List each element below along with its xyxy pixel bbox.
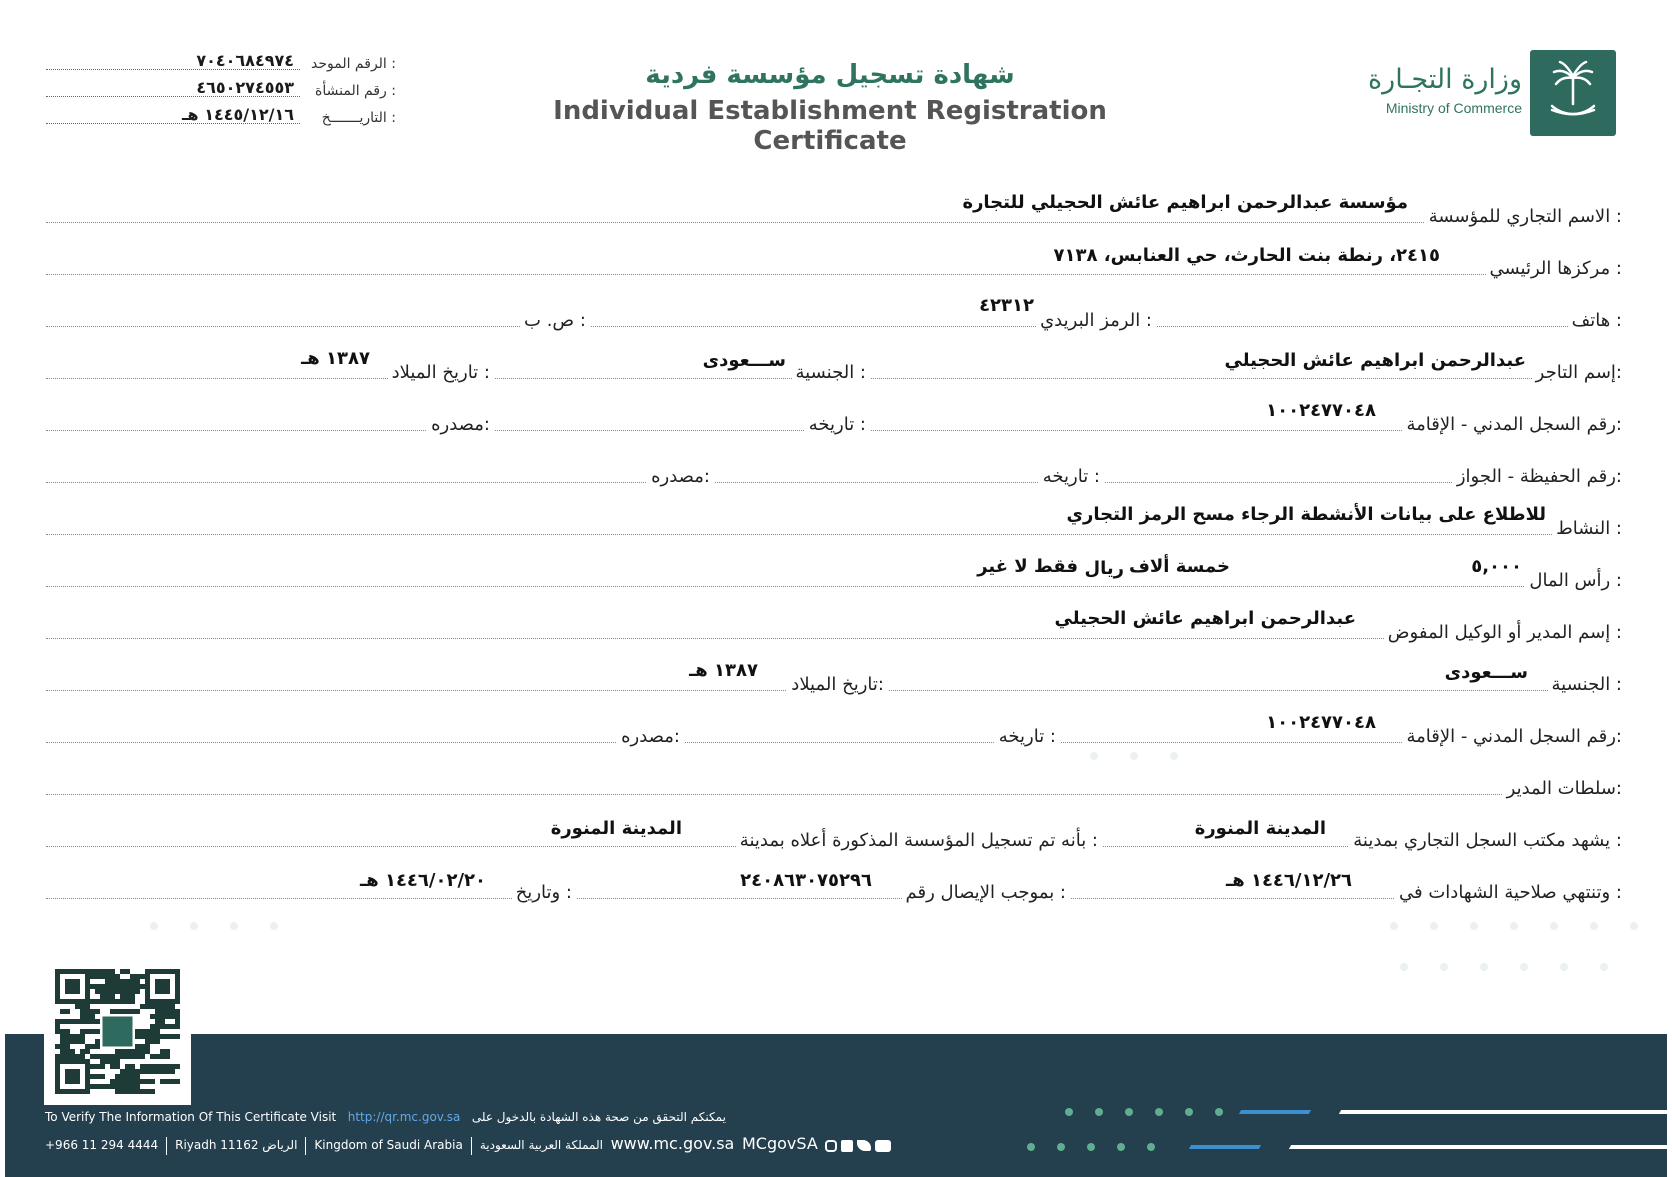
manager-authority-label: سلطات المدير: (1503, 778, 1626, 799)
manager-value: عبدالرحمن ابراهيم عائش الحجيلي (1054, 608, 1356, 629)
postal-code-value: ٤٢٣١٢ (979, 295, 1034, 316)
manager-civil-id-value: ١٠٠٢٤٧٧٠٤٨ (1266, 712, 1376, 733)
ministry-emblem (1530, 50, 1616, 136)
receipt-value: ٢٤٠٨٦٣٠٧٥٢٩٦ (740, 870, 872, 891)
hq-value: ٢٤١٥، رنطة بنت الحارث، حي العنابس، ٧١٣٨ (1053, 245, 1440, 266)
twitter-icon[interactable] (857, 1140, 871, 1151)
registered-city-value: المدينة المنورة (550, 818, 682, 839)
civil-id-value: ١٠٠٢٤٧٧٠٤٨ (1266, 400, 1376, 421)
certificate-title-ar: شهادة تسجيل مؤسسة فردية (645, 60, 1015, 90)
social-handle: MCgovSA (741, 1134, 818, 1153)
manager-civil-id-label: رقم السجل المدني - الإقامة: (1402, 726, 1626, 747)
expiry-label: وتنتهي صلاحية الشهادات في : (1395, 882, 1626, 903)
youtube-icon[interactable] (875, 1140, 891, 1152)
footer-accent-bar (1339, 1110, 1671, 1114)
issue-date-value: ١٤٤٥/١٢/١٦ هـ (182, 105, 294, 124)
dotted-line (46, 482, 1626, 483)
facebook-icon[interactable] (841, 1140, 853, 1152)
capital-value: ٥,٠٠٠ (1471, 556, 1522, 577)
activity-label: النشاط : (1552, 518, 1626, 539)
dotted-line (46, 222, 1626, 223)
dotted-line (46, 326, 1626, 327)
manager-nationality-value: ســـعودى (1444, 662, 1528, 683)
website-link[interactable]: www.mc.gov.sa (610, 1134, 735, 1153)
contact-line (45, 1134, 891, 1155)
verify-text-ar: يمكنكم التحقق من صحة هذه الشهادة بالدخول على (471, 1110, 726, 1124)
dotted-line (46, 274, 1626, 275)
dotted-line (46, 586, 1626, 587)
unified-number-value: ٧٠٤٠٦٨٤٩٧٤ (196, 51, 294, 70)
nationality-value: ســـعودى (702, 350, 786, 371)
contact-country-ar: المملكة العربية السعودية (479, 1138, 603, 1152)
footer-band (5, 1034, 1667, 1177)
establishment-number-value: ٤٦٥٠٢٧٤٥٥٣ (196, 78, 294, 97)
expiry-value: ١٤٤٦/١٢/٢٦ هـ (1226, 870, 1352, 891)
footer-accent-bar (1189, 1145, 1261, 1149)
contact-country: Kingdom of Saudi Arabia (314, 1138, 463, 1152)
receipt-date-value: ١٤٤٦/٠٢/٢٠ هـ (360, 870, 486, 891)
establishment-number-row (46, 79, 396, 101)
manager-civil-date-label: تاريخه : (995, 726, 1060, 747)
instagram-icon[interactable] (825, 1140, 837, 1152)
unified-number-label: الرقم الموحد : (311, 56, 396, 72)
birth-date-label: تاريخ الميلاد : (388, 362, 494, 383)
activity-value: للاطلاع على بيانات الأنشطة الرجاء مسح الرمز التجاري (1066, 504, 1546, 525)
hq-label: مركزها الرئيسي : (1486, 258, 1627, 279)
civil-id-source-label: مصدره: (427, 414, 494, 435)
contact-city: Riyadh 11162 الرياض (175, 1138, 298, 1152)
manager-label: إسم المدير أو الوكيل المفوض : (1384, 622, 1626, 643)
establishment-number-label: رقم المنشأة : (315, 83, 396, 99)
contact-phone: +966 11 294 4444 (45, 1138, 159, 1152)
registry-office-label: يشهد مكتب السجل التجاري بمدينة : (1349, 830, 1626, 851)
manager-nationality-label: الجنسية : (1548, 674, 1626, 695)
dotted-line (46, 898, 1626, 899)
manager-civil-source-label: مصدره: (617, 726, 684, 747)
merchant-label: إسم التاجر: (1532, 362, 1626, 383)
unified-number-row (46, 52, 396, 74)
passport-label: رقم الحفيظة - الجواز: (1453, 466, 1626, 487)
palm-swords-icon (1538, 56, 1608, 130)
dotted-line (46, 742, 1626, 743)
dotted-line (46, 794, 1626, 795)
passport-date-label: تاريخه : (1039, 466, 1104, 487)
merchant-value: عبدالرحمن ابراهيم عائش الحجيلي (1224, 350, 1526, 371)
verify-link[interactable]: http://qr.mc.gov.sa (347, 1110, 461, 1124)
ministry-name-en: Ministry of Commerce (1385, 100, 1522, 116)
registered-city-label: بأنه تم تسجيل المؤسسة المذكورة أعلاه بمدينة : (736, 830, 1102, 851)
capital-words: خمسة ألاف (1128, 556, 1230, 577)
verify-text-en: To Verify The Information Of This Certificate Visit (45, 1110, 337, 1124)
manager-birth-value: ١٣٨٧ هـ (689, 660, 758, 681)
issue-date-row (46, 106, 396, 128)
certificate-title-en: Individual Establishment Registration Certificate (553, 96, 1107, 156)
po-box-label: ص. ب : (520, 310, 590, 331)
dotted-line (46, 534, 1626, 535)
footer-accent-bar (1289, 1145, 1671, 1149)
nationality-label: الجنسية : (792, 362, 870, 383)
capital-label: رأس المال : (1525, 570, 1626, 591)
passport-source-label: مصدره: (647, 466, 714, 487)
civil-id-date-label: تاريخه : (805, 414, 870, 435)
phone-label: هاتف : (1568, 310, 1626, 331)
verify-line (45, 1110, 726, 1124)
registry-office-value: المدينة المنورة (1194, 818, 1326, 839)
ministry-name-ar: وزارة التجـارة (1368, 64, 1522, 95)
civil-id-label: رقم السجل المدني - الإقامة: (1402, 414, 1626, 435)
manager-birth-label: تاريخ الميلاد: (787, 674, 888, 695)
footer-accent-bar (1239, 1110, 1311, 1114)
verification-qr-code[interactable] (44, 958, 191, 1105)
qr-code-icon (55, 969, 180, 1094)
postal-code-label: الرمز البريدي : (1036, 310, 1156, 331)
issue-date-label: التاريـــــــخ : (321, 110, 396, 126)
capital-currency: ريال (1084, 558, 1124, 579)
receipt-date-label: وتاريخ : (512, 882, 576, 903)
trade-name-label: الاسم التجاري للمؤسسة : (1425, 206, 1626, 227)
capital-tail: فقط لا غير (977, 556, 1078, 577)
birth-date-value: ١٣٨٧ هـ (301, 348, 370, 369)
receipt-label: بموجب الإيصال رقم : (902, 882, 1070, 903)
trade-name-value: مؤسسة عبدالرحمن ابراهيم عائش الحجيلي للتجارة (962, 192, 1408, 213)
